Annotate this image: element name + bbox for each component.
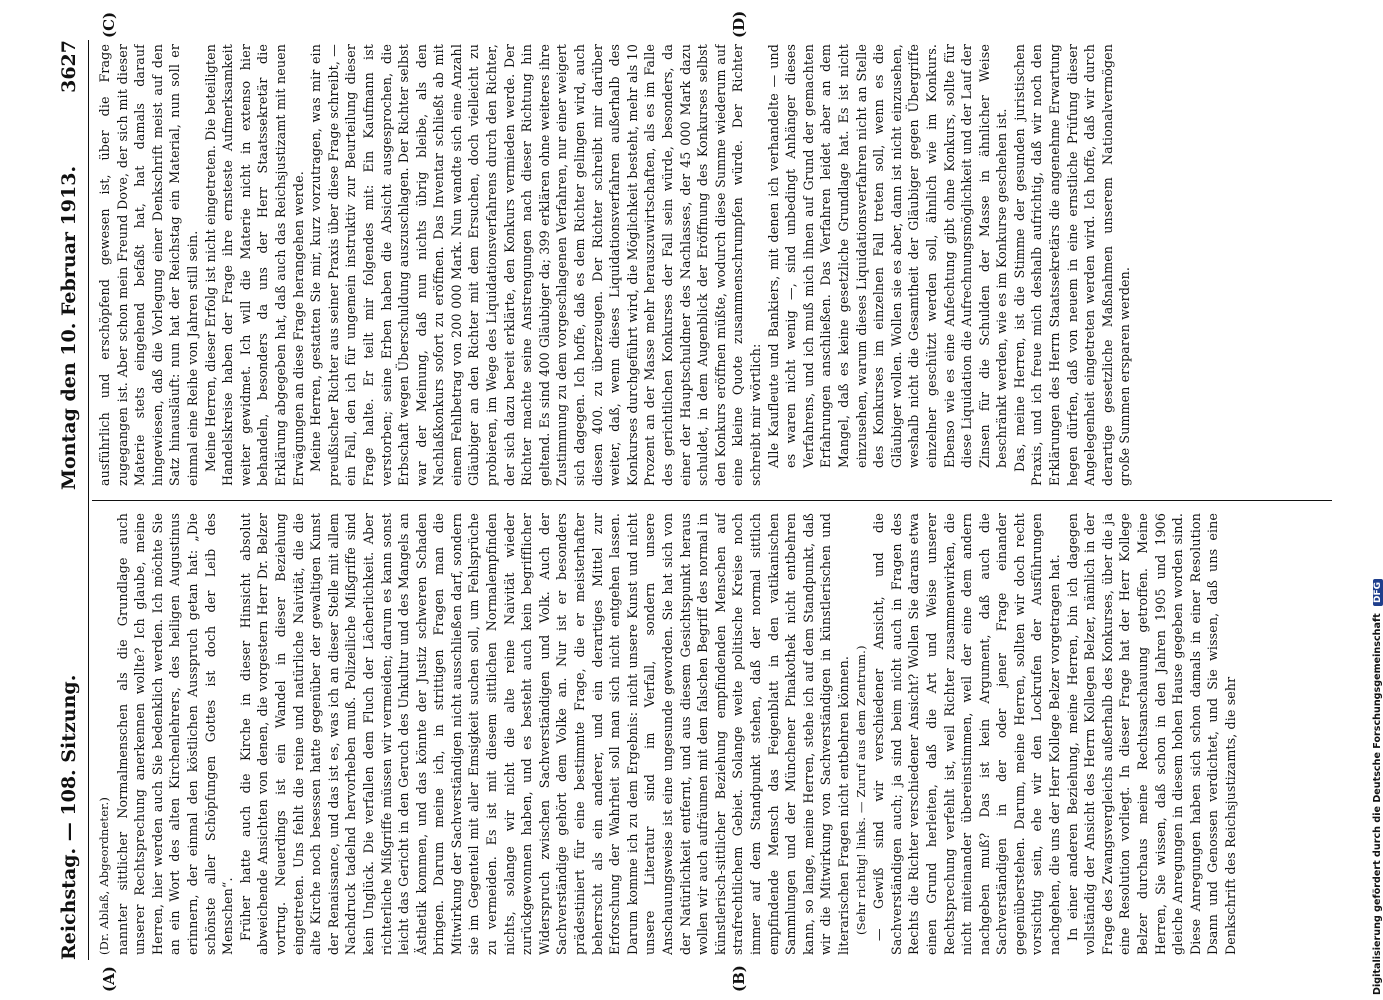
- rotated-page: [30, 0, 1340, 1000]
- paragraph: Meine Herren, dieser Erfolg ist nicht eingetreten. Die beteiligten Handelskreise haben der Frage ihre ernsteste Aufmerksamkeit weiter gewidmet. Ich will die Materie nicht in extenso hier behandeln, besonders da uns der Herr Staatssekretär die Erklärung abgegeben hat, daß auch das Reichsjustizamt mit neuen Erwägungen an diese Frage herangehen werde.: [202, 44, 306, 486]
- page-number: 3627: [58, 40, 80, 93]
- stage-direction: (Sehr richtig! links. — Zuruf aus dem Zentrum.): [853, 645, 868, 935]
- margin-marker-d: (D): [730, 10, 748, 38]
- speaker-attribution: (Dr. Ablaß, Abgeordneter.): [97, 797, 111, 955]
- paragraph: nannter sittlicher Normalmenschen als die Grundlage auch unserer Rechtsprechung anerkennen wollte? Ich glaube, meine Herren, hier werden auch Sie bedenklich werden. Ich möchte Sie an ein Wort des alten Kirchenlehrers, des heiligen Augustinus erinnern, der einmal den köstlichen Ausspruch getan hat: „Die schönste aller Schöpfungen Gottes ist doch der Leib des Menschen“.: [114, 513, 236, 955]
- paragraph: Das, meine Herren, ist die Stimme der gesunden juristischen Praxis, und ich freue mich deshalb aufrichtig, daß wir noch den Erklärungen des Herrn Staatssekretärs die angenehme Erwartung hegen dürfen, daß von neuem in eine ernstliche Prüfung dieser Angelegenheit eingetreten werden wird. Ich hoffe, daß wir durch derartige gesetzliche Maßnahmen unserem Nationalvermögen große Summen ersparen werden.: [1011, 44, 1133, 486]
- header-rule: [88, 40, 89, 960]
- quoted-letter: Alle Kaufleute und Bankiers, mit denen ich verhandelte — und es waren nicht wenig —, sind unbedingt Anhänger dieses Verfahrens, und ich muß mich ihnen auf Grund der gemachten Erfahrungen anschließen. Das Verfahren leidet aber an dem Mangel, daß es keine gesetzliche Grundlage hat. Es ist nicht einzusehen, warum dieses Liquidationsverfahren nicht an Stelle des Konkurses im einzelnen Fall treten soll, wenn es die Gläubiger wollen. Wollen sie es aber, dann ist nicht einzusehen, weshalb nicht die Gesamtheit der Gläubiger gegen Übergriffe einzelner geschützt werden soll, ähnlich wie im Konkurs. Ebenso wie es eine Anfechtung gibt ohne Konkurs, sollte für diese Liquidation die Aufrechnungsmöglichkeit und der Lauf der Zinsen für die Schulden der Masse in ähnlicher Weise beschränkt werden, wie es im Konkurse geschehen ist.: [765, 44, 1010, 468]
- left-column: [96, 513, 1326, 955]
- paragraph: — Gewiß sind wir verschiedener Ansicht, und die Sachverständigen auch; ja sind beim nicht auch in Fragen des Rechts die Richter verschiedener Ansicht? Wollen Sie darans etwa einen Grund herleiten, daß die Art und Weise unserer Rechtsprechung verfehlt ist, weil Richter zusammenwirken, die nicht miteinander übereinstimmen, weil der eine dem andern nachgeben muß? Das ist kein Argument, daß auch die Sachverständigen in der oder jener Frage einander gegenüberstehen. Darum, meine Herren, sollten wir doch recht vorsichtig sein, ehe wir den Lockrufen der Ausführungen nachgehen, die uns der Herr Kollege Belzer vorgetragen hat.: [871, 513, 1063, 955]
- margin-marker-b: (B): [730, 965, 748, 992]
- right-column: [96, 44, 1326, 486]
- digitization-note: [1349, 0, 1383, 1000]
- margin-marker-c: (C): [100, 11, 118, 38]
- digitization-text: Digitalisierung gefördert durch die Deutsche Forschungsgemeinschaft: [1372, 613, 1383, 995]
- column-divider: [92, 500, 1332, 501]
- paragraph: Früher hatte auch die Kirche in dieser Hinsicht absolut abweichende Ansichten von denen, die vorgestern Herr Dr. Belzer vortrug. Neuerdings ist ein Wandel in dieser Beziehung eingetreten. Uns fehlt die reine und natürliche Naivität, die die alte Kirche noch besessen hatte gegenüber der gewaltigen Kunst der Renaissance, und das ist es, was ich an dieser Stelle mit allem Nachdruck tadelnd hervorheben muß. Polizeiliche Mißgriffe sind kein Unglück. Die verfallen dem Fluch der Lächerlichkeit. Aber richterliche Mißgriffe müssen wir vermeiden; darum es kann sonst leicht das Gericht in den Geruch des Unkultur und des Mangels an Ästhetik kommen, und das könnte der Justiz schweren Schaden bringen. Darum meine ich, in strittigen Fragen man die Mitwirkung der Sachverständigen nicht ausschließen darf, sondern sie im Gegenteil mit aller Emsigkeit suchen soll, um Fehlsprüche zu vermeiden. Es ist mit diesem sittlichen Normalempfinden nichts, solange wir nicht die alte reine Naivität wieder zurückgewonnen haben, und es besteht auch kein begrifflicher Widerspruch zwischen Sachverständigen und Volk. Auch der Sachverständige gehört dem Volke an. Nur ist er besonders prädestiniert für eine bestimmte Frage, die er meisterhafter beherrscht als ein anderer, und ein derartiges Mittel zur Erforschung der Wahrheit soll man sich nicht entgehen lassen. Darum komme ich zu dem Ergebnis: nicht unsere Kunst und nicht unsere Literatur sind im Verfall, sondern unsere Anschauungsweise ist eine ungesunde geworden. Sie hat sich von der Natürlichkeit entfernt, und aus diesem Gesichtspunkt heraus wollen wir auch aufräumen mit dem falschen Begriff des normal in künstlerisch-sittlicher Beziehung empfindenden Menschen auf strafrechtlichem Gebiet. Solange weite politische Kreise noch immer auf dem Standpunkt stehen, daß der normal sittlich empfindende Mensch das Feigenblatt in den vatikanischen Sammlungen und der Münchener Pinakothek nicht entbehren kann, so lange, meine Herren, stehe ich auf dem Standpunkt, daß wir die Mitwirkung von Sachverständigen in künstlerischen und literarischen Fragen nicht entbehren können.: [237, 513, 851, 955]
- paragraph: In einer anderen Beziehung, meine Herren, bin ich dagegen vollständig der Ansicht des Herrn Kollegen Belzer, nämlich in der Frage des Zwangsvergleichs außerhalb des Konkurses, über die ja eine Resolution vorliegt. In dieser Frage hat der Herr Kollege Belzer durchaus meine Rechtsanschauung getroffen. Meine Herren, Sie wissen, daß schon in den Jahren 1905 und 1906 gleiche Anregungen in diesem hohen Hause gegeben worden sind. Diese Anregungen haben sich schon damals in einer Resolution Dsann und Genossen verdichtet, und Sie wissen, daß uns eine Denkschrift des Reichsjustizamts, die sehr: [1064, 513, 1238, 955]
- header-session: Reichstag. — 108. Sitzung.: [58, 674, 80, 960]
- dfg-logo: DFG: [1373, 579, 1383, 606]
- running-head: [58, 40, 88, 960]
- header-date: Montag den 10. Februar 1913.: [58, 165, 80, 490]
- paragraph: ausführlich und erschöpfend gewesen ist, über die Frage zugegangen ist. Aber schon mein Freund Dove, der sich mit dieser Materie stets eingehend befaßt hat, hat damals darauf hingewiesen, daß die Vorlegung einer Denkschrift meist auf den Satz hinausläuft: nun hat der Reichstag ein Material, nun soll er einmal eine Reihe von Jahren still sein.: [97, 44, 200, 486]
- margin-marker-a: (A): [100, 966, 118, 992]
- paragraph: Meine Herren, gestatten Sie mir, kurz vorzutragen, was mir ein preußischer Richter aus seiner Praxis über diese Frage schreibt, — ein Fall, den ich für ungemein instruktiv zur Beurteilung dieser Frage halte. Er teilt mir folgendes mit: Ein Kaufmann ist verstorben; seine Erben haben die Absicht ausgesprochen, die Erbschaft wegen Überschuldung auszuschlagen. Der Richter selbst war der Meinung, daß nun nichts übrig bleibe, als den Nachlaßkonkurs sofort zu eröffnen. Das Inventar schließt ab mit einem Fehlbetrag von 200 000 Mark. Nun wandte sich eine Anzahl Gläubiger an den Richter mit dem Ersuchen, doch vielleicht zu probieren, im Wege des Liquidationsverfahrens durch den Richter, der sich dazu bereit erklärte, den Konkurs vermieden werde. Der Richter machte seine Anstrengungen nach dieser Richtung hin geltend. Es sind 400 Gläubiger da; 399 erklären ohne weiteres ihre Zustimmung zu dem vorgeschlagenen Verfahren, nur einer weigert sich dagegen. Ich hoffe, daß es dem Richter gelingen wird, auch diesen 400. zu überzeugen. Der Richter schreibt mir darüber weiter, daß, wenn dieses Liquidationsverfahren außerhalb des Konkurses durchgeführt wird, die Möglichkeit besteht, mehr als 10 Prozent an der Masse mehr herauszuwirtschaften, als es im Falle des gerichtlichen Konkurses der Fall sein würde, besonders, da einer der Hauptschuldner des Nachlasses, der 45 000 Mark dazu schuldet, in dem Augenblick der Eröffnung des Konkurses selbst den Konkurs eröffnen müßte, wodurch diese Summe wiederum auf eine kleine Quote zusammenschrumpfen würde. Der Richter schreibt mir wörtlich:: [308, 44, 763, 486]
